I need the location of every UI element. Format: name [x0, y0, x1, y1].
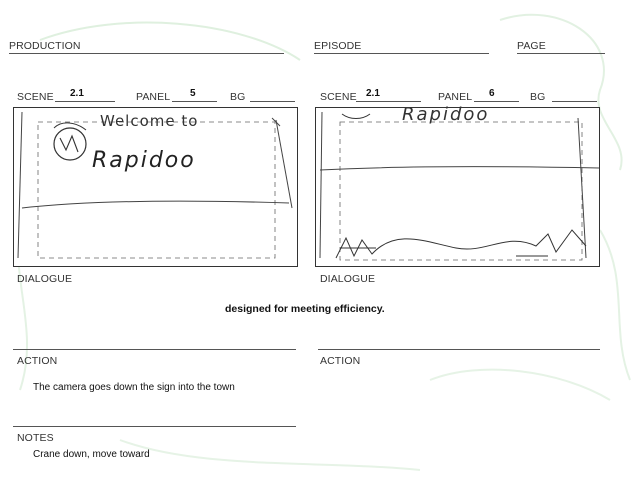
production-line	[9, 53, 284, 54]
panel-label-right: PANEL	[438, 91, 473, 103]
panel-value-right: 6	[489, 88, 495, 99]
sketch-right	[316, 108, 599, 266]
dialogue-text: designed for meeting efficiency.	[225, 303, 385, 315]
action-label-right: ACTION	[320, 355, 361, 367]
page-label: PAGE	[517, 40, 546, 52]
sign-brand-text-left: Rapidoo	[92, 148, 196, 173]
dialogue-line-right	[318, 349, 600, 350]
bg-line-left	[250, 101, 295, 102]
panel-line-left	[172, 101, 217, 102]
action-label-left: ACTION	[17, 355, 58, 367]
dialogue-label-left: DIALOGUE	[17, 273, 73, 285]
production-label: PRODUCTION	[9, 40, 81, 52]
notes-label-left: NOTES	[17, 432, 54, 444]
page-line	[517, 53, 605, 54]
notes-text-left: Crane down, move toward	[33, 449, 150, 460]
storyboard-frame-left	[13, 107, 298, 267]
scene-line-right	[356, 101, 421, 102]
episode-line	[314, 53, 489, 54]
scene-label-right: SCENE	[320, 91, 357, 103]
storyboard-frame-right	[315, 104, 600, 267]
action-text-left: The camera goes down the sign into the town	[33, 382, 235, 393]
action-line-left	[13, 426, 296, 427]
dialogue-line-left	[13, 349, 296, 350]
scene-value-left: 2.1	[70, 88, 84, 99]
panel-value-left: 5	[190, 88, 196, 99]
sign-welcome-text-left: Welcome to	[100, 112, 199, 130]
scene-value-right: 2.1	[366, 88, 380, 99]
episode-label: EPISODE	[314, 40, 362, 52]
scene-label-left: SCENE	[17, 91, 54, 103]
bg-label-right: BG	[530, 91, 546, 103]
sketch-left	[14, 108, 297, 266]
panel-line-right	[474, 101, 519, 102]
scene-line-left	[55, 101, 115, 102]
dialogue-label-right: DIALOGUE	[320, 273, 376, 285]
bg-line-right	[552, 101, 597, 102]
bg-label-left: BG	[230, 91, 246, 103]
sign-brand-text-right: Rapidoo	[402, 104, 490, 125]
panel-label-left: PANEL	[136, 91, 171, 103]
